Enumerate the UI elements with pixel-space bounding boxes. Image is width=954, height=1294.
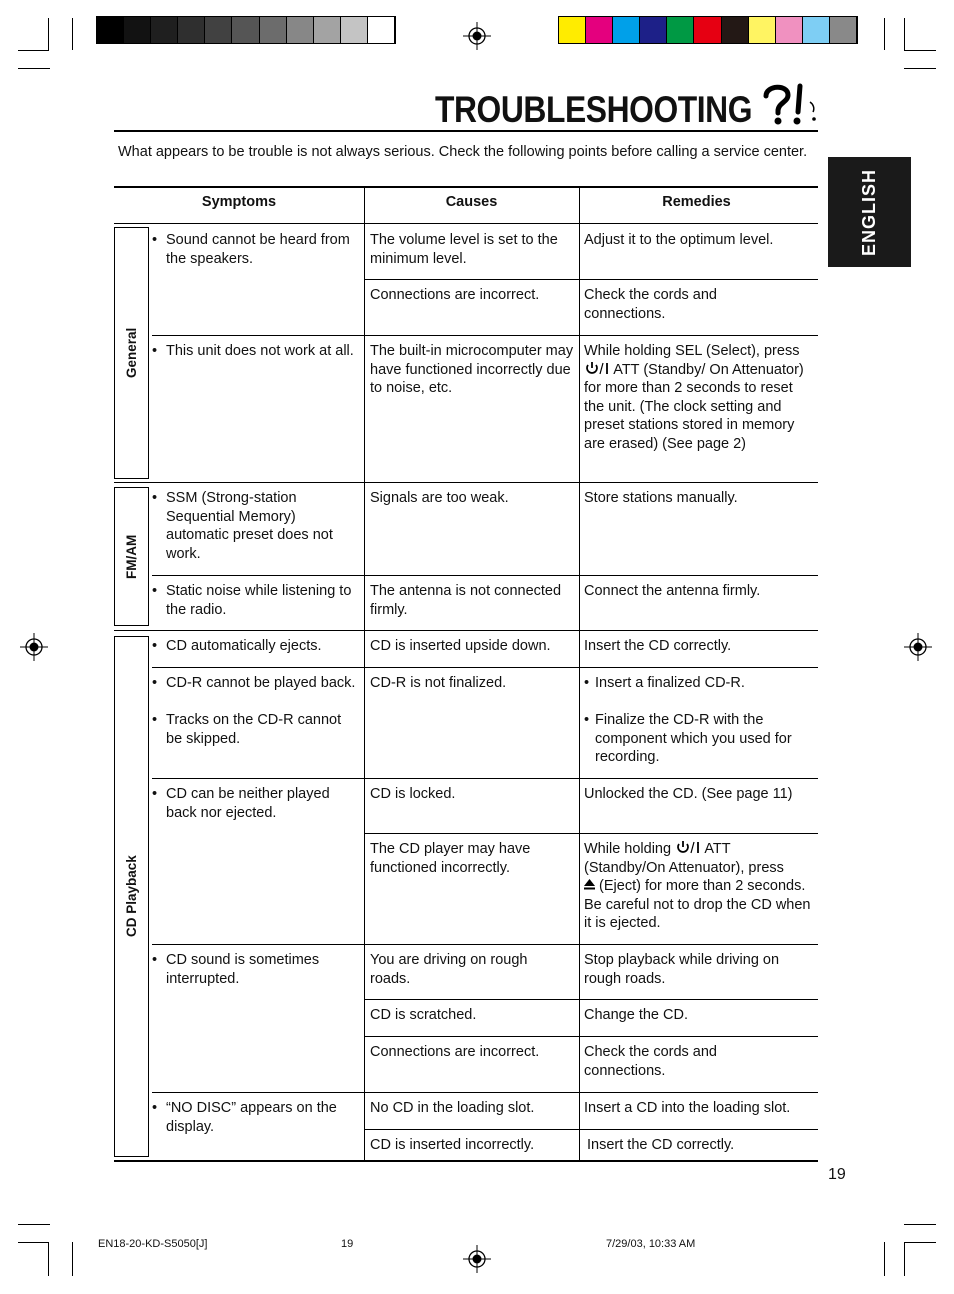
symptom-item: • CD automatically ejects. (152, 638, 322, 654)
row-separator (152, 944, 818, 945)
column-divider (364, 186, 365, 1161)
title-rule (114, 130, 818, 132)
crop-mark (72, 18, 73, 50)
cause-cell: CD is inserted incorrectly. (370, 1137, 535, 1153)
gray-swatch (314, 17, 341, 43)
symptom-item: • “NO DISC” appears on the display. (152, 1100, 337, 1135)
question-exclamation-icon (760, 82, 820, 126)
power-standby-icon (584, 362, 610, 375)
remedy-cell: Change the CD. (584, 1007, 688, 1023)
cause-cell: CD is scratched. (370, 1007, 477, 1023)
symptom-item: • Sound cannot be heard from the speakers. (152, 232, 350, 267)
category-fmam: FM/AM (124, 534, 139, 579)
gray-swatch (341, 17, 368, 43)
crop-mark (904, 18, 905, 50)
row-separator (114, 482, 818, 483)
column-divider (579, 186, 580, 1161)
gray-swatch (124, 17, 151, 43)
gray-swatch (368, 17, 395, 43)
symptom-item: • CD sound is sometimes interrupted. (152, 952, 320, 987)
crop-mark (904, 50, 936, 51)
gray-swatch (205, 17, 232, 43)
color-swatch (749, 17, 776, 43)
row-separator (364, 1036, 818, 1037)
gray-swatch (97, 17, 124, 43)
symptom-item: • This unit does not work at all. (152, 343, 354, 359)
remedy-cell: Insert a CD into the loading slot. (584, 1100, 791, 1116)
power-standby-icon (675, 841, 701, 854)
cause-cell: The volume level is set to the minimum level. (370, 232, 558, 267)
gray-swatch (232, 17, 259, 43)
remedy-cell: Adjust it to the optimum level. (584, 232, 774, 248)
cause-cell: CD-R is not finalized. (370, 675, 507, 691)
symptom-item: • SSM (Strong-station Sequential Memory) automatic preset does not work. (152, 490, 333, 562)
crop-mark (904, 68, 936, 69)
gray-swatch (287, 17, 314, 43)
intro-text: What appears to be trouble is not always serious. Check the following points before calling a service center. (118, 144, 808, 160)
crop-mark (884, 18, 885, 50)
crop-mark (884, 1242, 885, 1276)
crop-mark (72, 1242, 73, 1276)
color-swatch (776, 17, 803, 43)
color-swatch (667, 17, 694, 43)
cause-cell: Connections are incorrect. (370, 287, 540, 303)
cause-cell: The built-in microcomputer may have functioned incorrectly due to noise, etc. (370, 343, 574, 396)
cause-cell: No CD in the loading slot. (370, 1100, 535, 1116)
row-separator (152, 667, 818, 668)
registration-mark-icon (904, 633, 932, 661)
registration-mark-icon (463, 1245, 491, 1273)
remedy-cell: While holding SEL (Select), press ATT (Standby/ On Attenuator) for more than 2 seconds to reset the unit. (The clock setting and preset stations stored in memory are erased) (See page 2) (584, 343, 804, 452)
crop-mark (18, 68, 50, 69)
gray-swatch (260, 17, 287, 43)
category-cd-playback: CD Playback (124, 855, 139, 938)
registration-mark-icon (463, 22, 491, 50)
row-separator (364, 1129, 818, 1130)
gray-swatch (151, 17, 178, 43)
remedy-cell: Unlocked the CD. (See page 11) (584, 786, 793, 802)
symptom-item: • CD can be neither played back nor ejected. (152, 786, 330, 821)
color-swatch (640, 17, 667, 43)
color-swatch (559, 17, 586, 43)
gray-swatch (178, 17, 205, 43)
row-separator (364, 279, 818, 280)
remedy-list: • Insert a finalized CD-R. • Finalize the CD-R with the component which you used for recording. (584, 675, 792, 765)
crop-mark (904, 1242, 936, 1243)
remedy-cell: Store stations manually. (584, 490, 738, 506)
row-separator (152, 778, 818, 779)
color-calibration-bar (558, 16, 858, 44)
grayscale-calibration-bar (96, 16, 396, 44)
row-separator (364, 833, 818, 834)
language-tab-label: ENGLISH (859, 168, 879, 256)
color-swatch (613, 17, 640, 43)
cause-cell: Connections are incorrect. (370, 1044, 540, 1060)
symptom-item: • CD-R cannot be played back. (152, 675, 356, 691)
remedy-cell: Check the cords and connections. (584, 1044, 717, 1079)
table-bottom-rule (114, 1160, 818, 1162)
color-swatch (586, 17, 613, 43)
remedy-cell: Stop playback while driving on rough roads. (584, 952, 780, 987)
color-swatch (803, 17, 830, 43)
cause-cell: The antenna is not connected firmly. (370, 583, 562, 618)
footer-date: 7/29/03, 10:33 AM (606, 1238, 696, 1250)
page-title: TROUBLESHOOTING (435, 89, 753, 130)
color-swatch (722, 17, 749, 43)
footer-page: 19 (341, 1238, 354, 1250)
footer-file: EN18-20-KD-S5050[J] (98, 1238, 208, 1250)
crop-mark (18, 1224, 50, 1225)
symptom-item: • Tracks on the CD-R cannot be skipped. (152, 712, 342, 747)
crop-mark (904, 1224, 936, 1225)
table-header-rule (114, 223, 818, 224)
crop-mark (48, 18, 49, 50)
crop-mark (18, 1242, 49, 1243)
remedy-cell: While holding ATT (Standby/On Attenuator), press (Eject) for more than 2 seconds. Be careful not to drop the CD when it is ejected. (584, 841, 811, 931)
symptom-item: • Static noise while listening to the radio. (152, 583, 352, 618)
header-symptoms: Symptoms (201, 194, 277, 210)
row-separator (152, 335, 818, 336)
crop-mark (18, 50, 49, 51)
page-number: 19 (828, 1166, 846, 1183)
registration-mark-icon (20, 633, 48, 661)
category-general: General (124, 327, 139, 379)
table-top-rule (114, 186, 818, 188)
cause-cell: Signals are too weak. (370, 490, 509, 506)
color-swatch (830, 17, 857, 43)
row-separator (152, 575, 818, 576)
remedy-cell: Insert the CD correctly. (587, 1137, 735, 1153)
remedy-cell: Connect the antenna firmly. (584, 583, 761, 599)
header-remedies: Remedies (662, 194, 731, 210)
remedy-cell: Check the cords and connections. (584, 287, 717, 322)
cause-cell: CD is inserted upside down. (370, 638, 551, 654)
row-separator (114, 630, 818, 631)
header-causes: Causes (445, 194, 498, 210)
row-separator (152, 1092, 818, 1093)
cause-cell: You are driving on rough roads. (370, 952, 528, 987)
color-swatch (694, 17, 721, 43)
crop-mark (904, 1242, 905, 1276)
row-separator (364, 999, 818, 1000)
remedy-cell: Insert the CD correctly. (584, 638, 732, 654)
cause-cell: CD is locked. (370, 786, 456, 802)
crop-mark (48, 1242, 49, 1276)
eject-icon (584, 879, 595, 890)
cause-cell: The CD player may have functioned incorrectly. (370, 841, 531, 876)
